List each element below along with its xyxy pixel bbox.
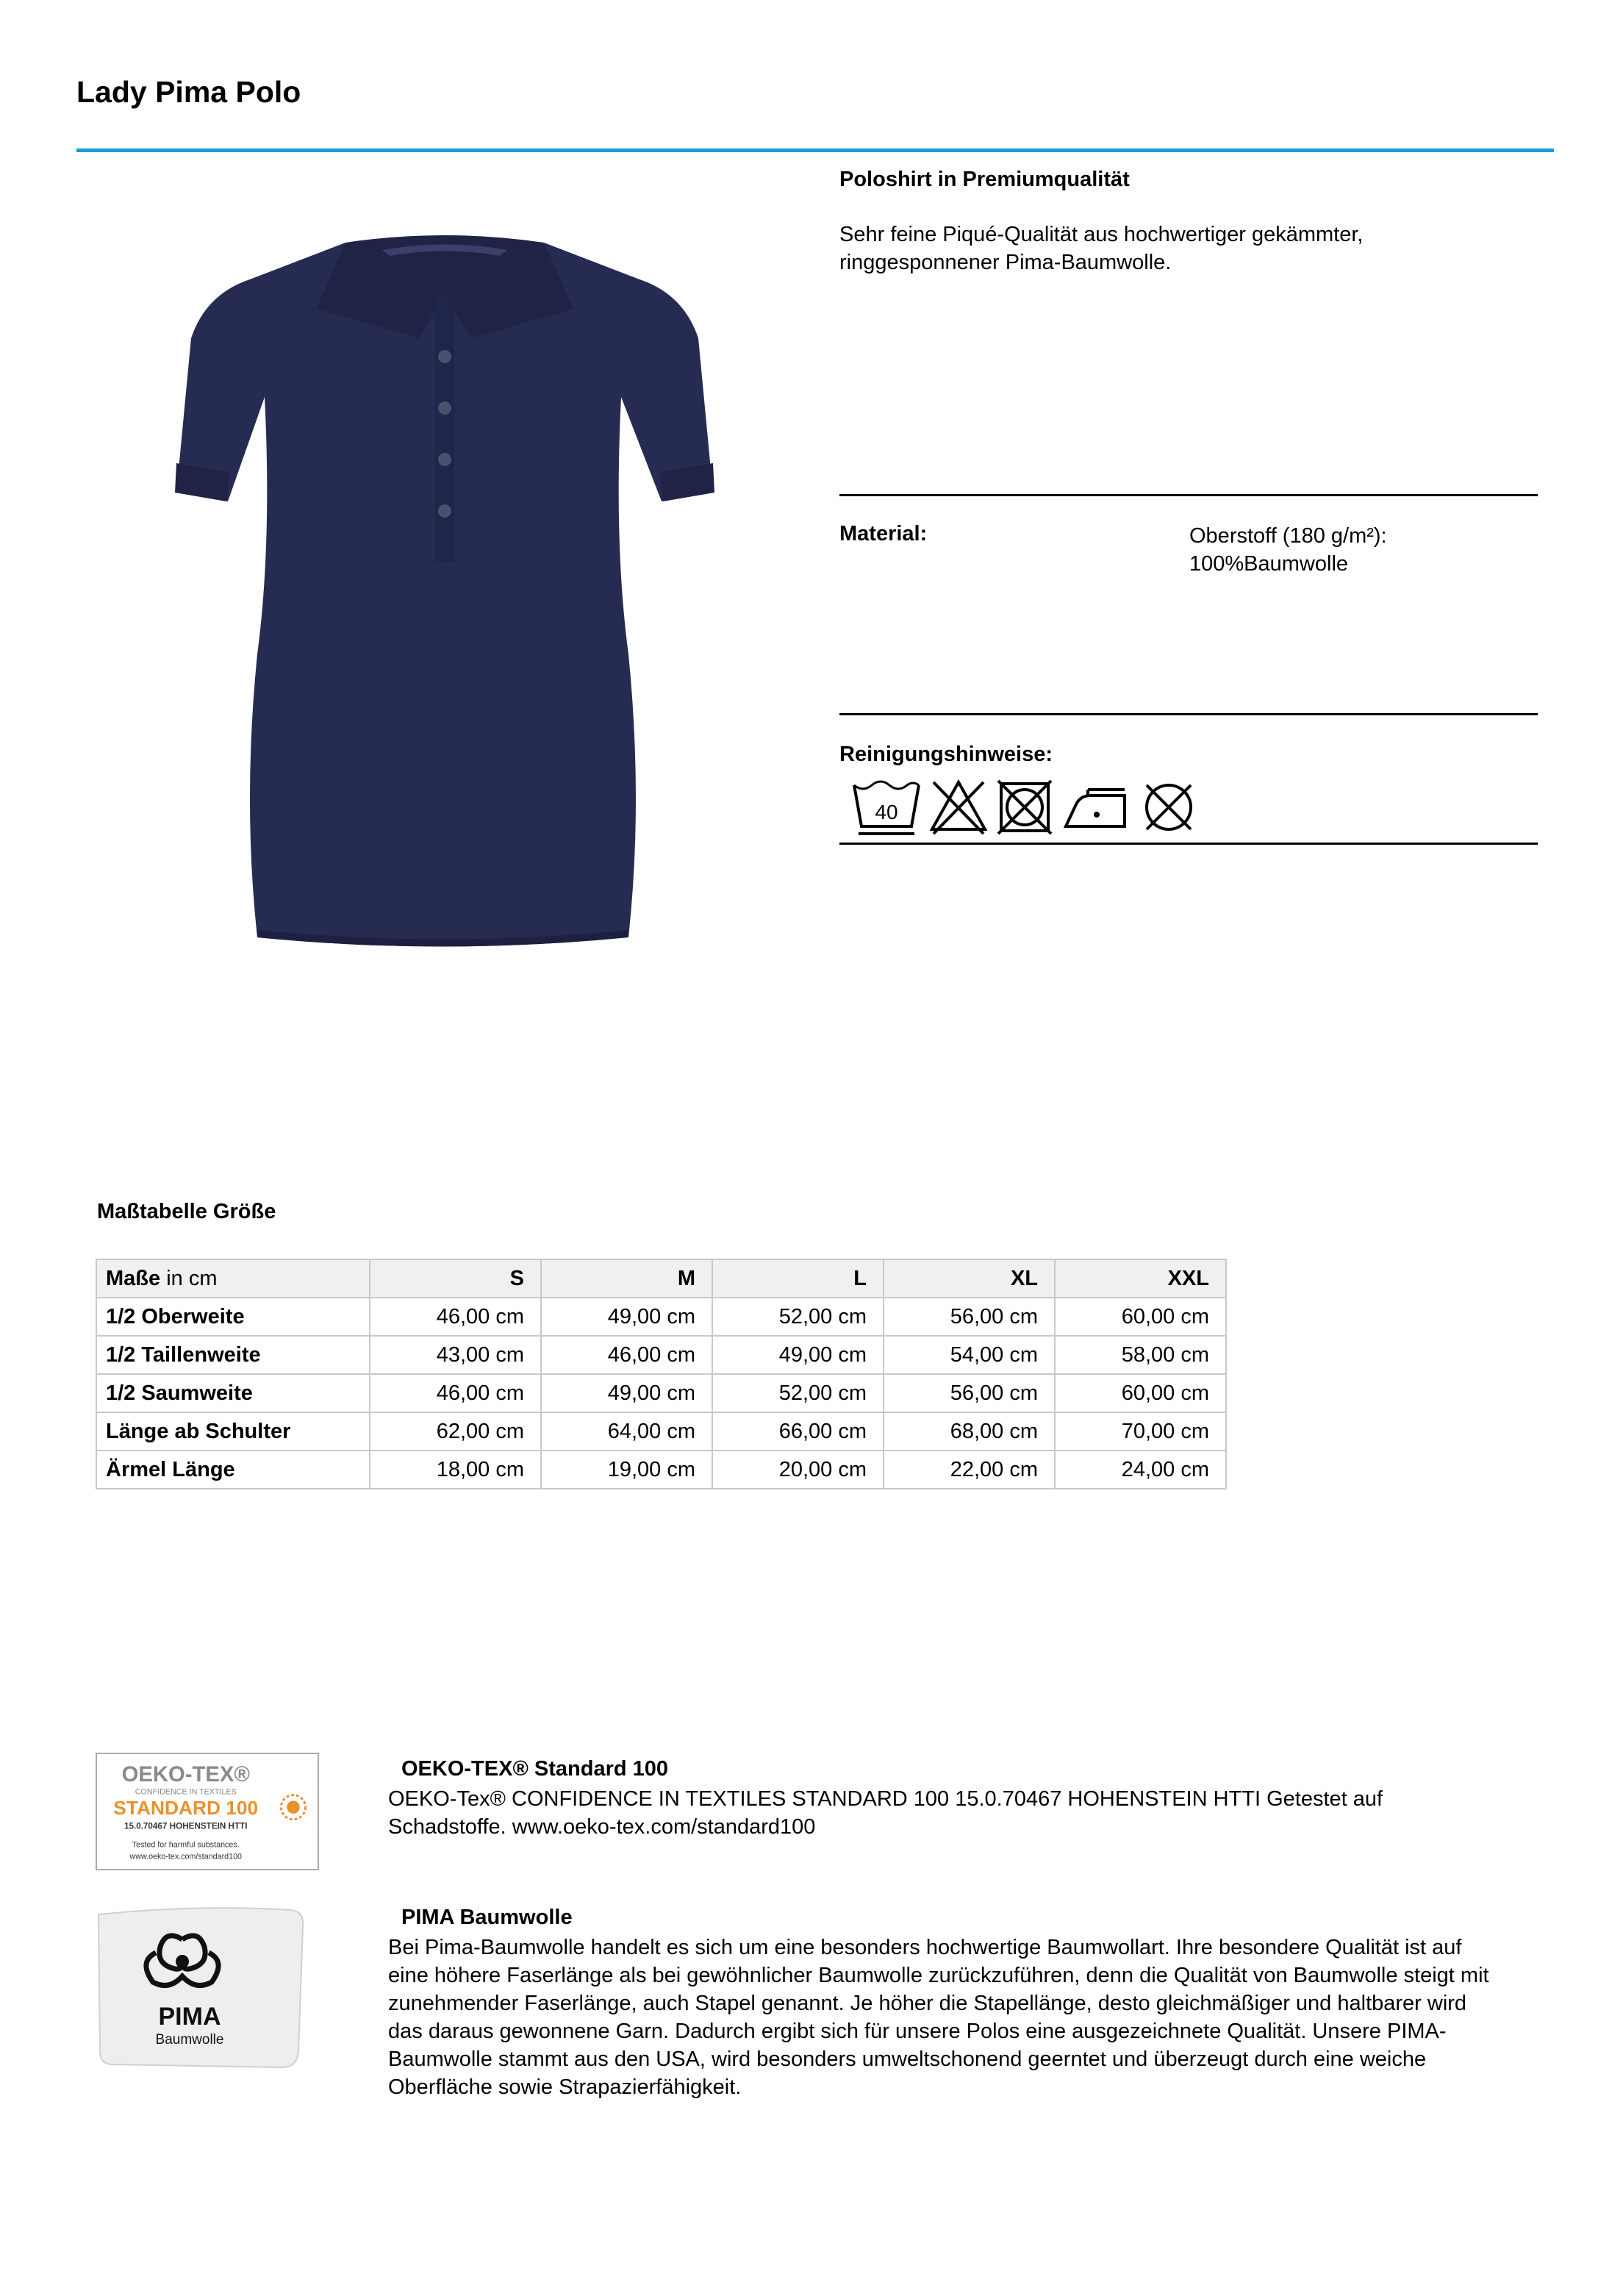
table-cell: 20,00 cm	[712, 1451, 884, 1489]
table-cell: 58,00 cm	[1055, 1336, 1226, 1374]
table-cell: 46,00 cm	[370, 1298, 541, 1336]
size-header: XXL	[1055, 1259, 1226, 1298]
table-row	[96, 1451, 1226, 1489]
material-label: Material:	[839, 522, 928, 546]
table-row	[96, 1298, 1226, 1336]
table-cell: 52,00 cm	[712, 1374, 884, 1412]
table-row	[96, 1412, 1226, 1451]
svg-text:15.0.70467 HOHENSTEIN HTTI: 15.0.70467 HOHENSTEIN HTTI	[123, 1821, 248, 1831]
no-dry-clean-icon	[1139, 778, 1198, 837]
material-value	[1189, 522, 1387, 578]
table-cell: 46,00 cm	[541, 1336, 712, 1374]
size-header: XL	[884, 1259, 1055, 1298]
divider	[839, 713, 1538, 715]
title-divider	[76, 149, 1554, 152]
size-header: L	[712, 1259, 884, 1298]
pima-heading: PIMA Baumwolle	[401, 1906, 573, 1929]
size-table-title: Maßtabelle Größe	[97, 1200, 276, 1223]
size-table	[96, 1259, 1227, 1489]
wash-40-icon	[851, 778, 922, 837]
product-image-polo-shirt	[162, 213, 728, 956]
table-cell: 22,00 cm	[884, 1451, 1055, 1489]
svg-text:OEKO-TEX®: OEKO-TEX®	[121, 1763, 250, 1787]
table-cell: 49,00 cm	[712, 1336, 884, 1374]
svg-text:www.oeko-tex.com/standard100: www.oeko-tex.com/standard100	[129, 1852, 243, 1862]
care-icons	[851, 778, 1198, 837]
svg-text:STANDARD 100: STANDARD 100	[113, 1796, 259, 1819]
table-row	[96, 1336, 1226, 1374]
product-subtitle: Poloshirt in Premiumqualität	[839, 168, 1130, 191]
row-label: 1/2 Saumweite	[96, 1374, 370, 1412]
pima-description: Bei Pima-Baumwolle handelt es sich um eine besonders hochwertige Baumwollart. Ihre besondere Qualität ist auf eine höhere Faserlänge als bei gewöhnlicher Baumwolle zurückzuführen, denn die Qualität von Baumwolle steigt mit zunehmender Faserlänge, auch Stapel genannt. Je höher die Stapellänge, desto gleichmäßiger und haltbarer wird das daraus gewonnene Garn. Dadurch ergibt sich für unsere Polos eine ausgezeichnete Qualität. Unsere PIMA- Baumwolle stammt aus den USA, wird besonders umweltschonend geerntet und überzeugt durch eine weiche Oberfläche sowie Strapazierfähigkeit.	[388, 1936, 1489, 2099]
table-cell: 49,00 cm	[541, 1374, 712, 1412]
iron-low-icon	[1061, 778, 1132, 837]
material-value-line2: 100%Baumwolle	[1189, 552, 1349, 576]
row-label: 1/2 Taillenweite	[96, 1336, 370, 1374]
wash-temperature: 40	[875, 801, 898, 823]
svg-text:Tested for harmful substances.: Tested for harmful substances.	[132, 1840, 240, 1850]
divider	[839, 494, 1538, 496]
row-label: 1/2 Oberweite	[96, 1298, 370, 1336]
table-cell: 49,00 cm	[541, 1298, 712, 1336]
table-cell: 24,00 cm	[1055, 1451, 1226, 1489]
table-cell: 54,00 cm	[884, 1336, 1055, 1374]
table-cell: 56,00 cm	[884, 1298, 1055, 1336]
size-header: M	[541, 1259, 712, 1298]
table-cell: 68,00 cm	[884, 1412, 1055, 1451]
svg-text:CONFIDENCE IN TEXTILES: CONFIDENCE IN TEXTILES	[135, 1787, 237, 1797]
table-cell: 52,00 cm	[712, 1298, 884, 1336]
table-cell: 60,00 cm	[1055, 1374, 1226, 1412]
row-label: Länge ab Schulter	[96, 1412, 370, 1451]
oeko-tex-heading: OEKO-TEX® Standard 100	[401, 1757, 669, 1781]
table-cell: 56,00 cm	[884, 1374, 1055, 1412]
material-value-line1: Oberstoff (180 g/m²):	[1189, 524, 1387, 548]
table-cell: 64,00 cm	[541, 1412, 712, 1451]
no-tumble-dry-icon	[995, 778, 1054, 837]
size-header: S	[370, 1259, 541, 1298]
divider	[839, 843, 1538, 845]
oeko-tex-description: OEKO-Tex® CONFIDENCE IN TEXTILES STANDARD 100 15.0.70467 HOHENSTEIN HTTI Getestet auf Schadstoffe. www.oeko-tex.com/standard100	[388, 1787, 1383, 1839]
table-cell: 43,00 cm	[370, 1336, 541, 1374]
table-cell: 18,00 cm	[370, 1451, 541, 1489]
table-row	[96, 1374, 1226, 1412]
svg-text:Baumwolle: Baumwolle	[155, 2032, 224, 2048]
table-cell: 66,00 cm	[712, 1412, 884, 1451]
care-label: Reinigungshinweise:	[839, 743, 1053, 766]
table-header-label: Maße in cm	[96, 1259, 370, 1298]
table-cell: 46,00 cm	[370, 1374, 541, 1412]
table-cell: 19,00 cm	[541, 1451, 712, 1489]
pima-baumwolle-logo	[96, 1904, 309, 2073]
table-cell: 70,00 cm	[1055, 1412, 1226, 1451]
svg-text:PIMA: PIMA	[158, 2003, 221, 2031]
product-description: Sehr feine Piqué-Qualität aus hochwertiger gekämmter, ringgesponnener Pima-Baumwolle.	[839, 223, 1364, 274]
table-cell: 60,00 cm	[1055, 1298, 1226, 1336]
oeko-tex-logo	[96, 1753, 319, 1870]
daisy-icon	[281, 1795, 305, 1820]
page-title: Lady Pima Polo	[76, 75, 301, 109]
no-bleach-icon	[929, 778, 988, 837]
table-header-row	[96, 1259, 1226, 1298]
row-label: Ärmel Länge	[96, 1451, 370, 1489]
table-cell: 62,00 cm	[370, 1412, 541, 1451]
